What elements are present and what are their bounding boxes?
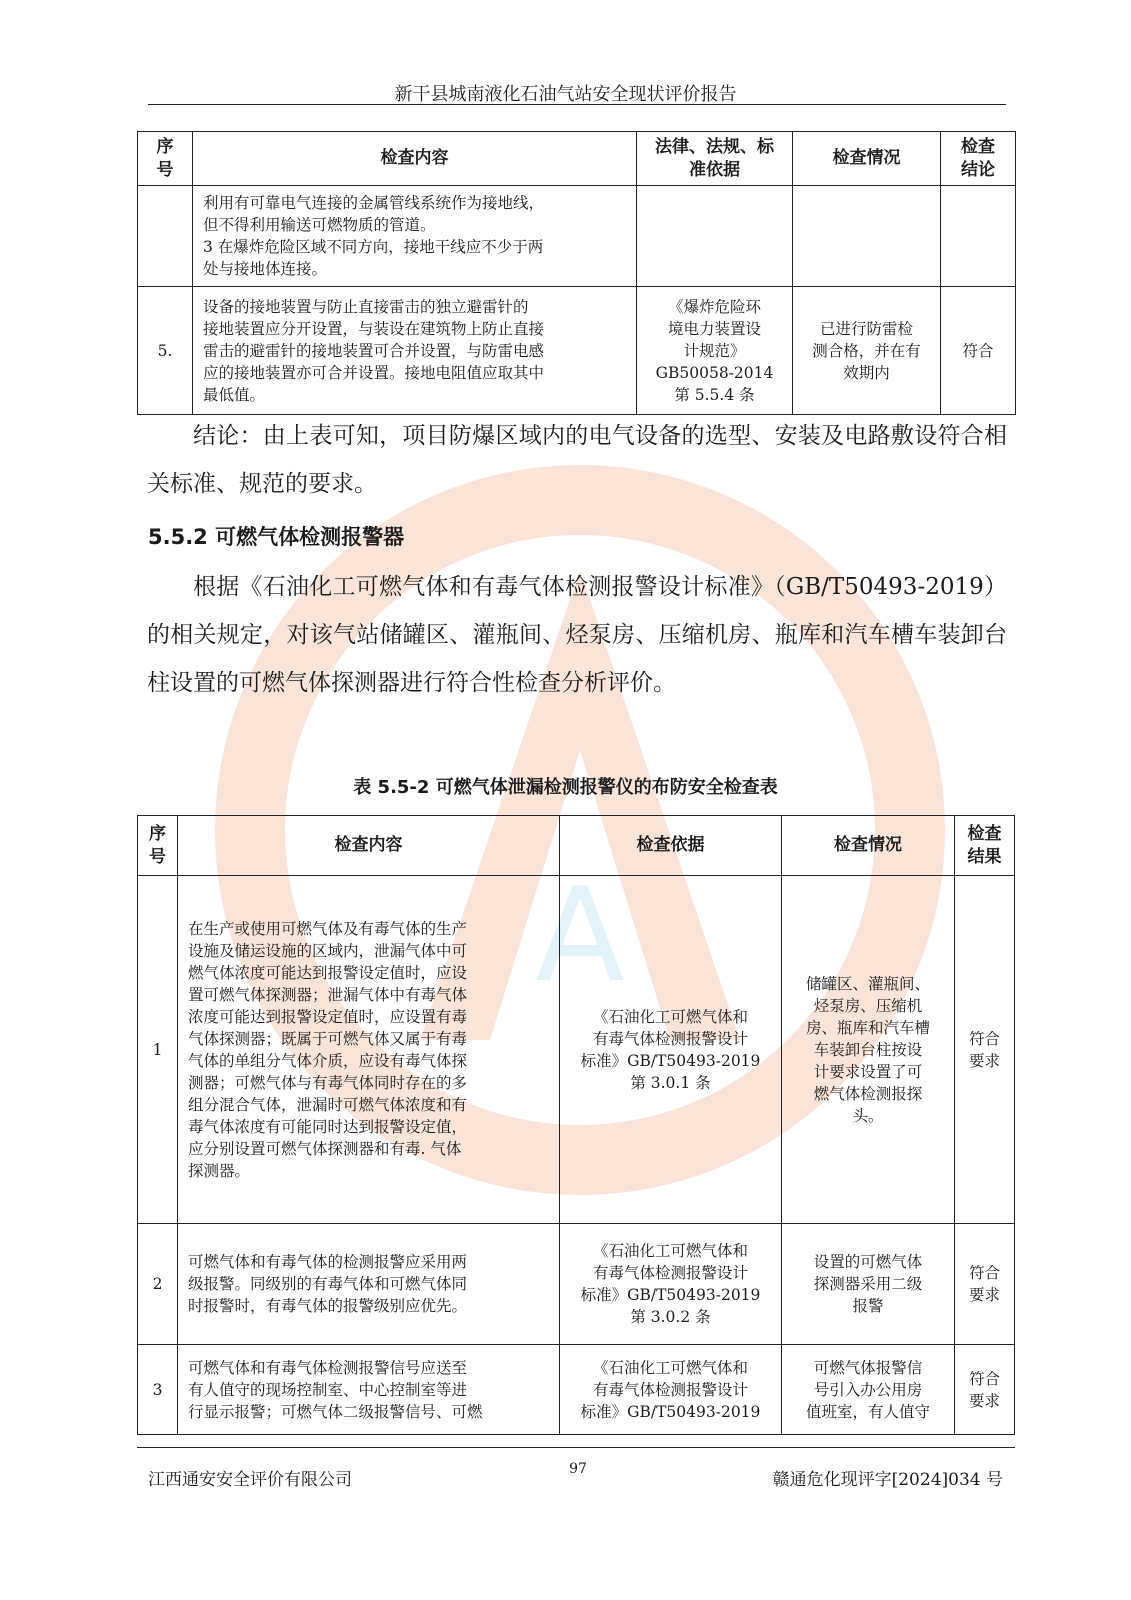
table-caption: 表 5.5-2 可燃气体泄漏检测报警仪的布防安全检查表 — [353, 777, 778, 798]
table-row — [138, 876, 1015, 1224]
col-header-no: 序 号 — [138, 816, 178, 876]
row-basis: 《石油化工可燃气体和 有毒气体检测报警设计 标准》GB/T50493-2019 — [560, 1345, 782, 1435]
footer-company: 江西通安安全评价有限公司 — [148, 1470, 352, 1490]
row-result — [941, 186, 1016, 287]
page-header-title: 新干县城南液化石油气站安全现状评价报告 — [394, 84, 737, 105]
watermark-letter-icon: A — [535, 859, 625, 1011]
col-header-content: 检查内容 — [178, 816, 560, 876]
row-status: 可燃气体报警信 号引入办公用房 值班室，有人值守 — [782, 1345, 955, 1435]
table-row — [138, 1224, 1015, 1345]
col-header-result: 检查 结果 — [955, 816, 1015, 876]
row-content: 在生产或使用可燃气体及有毒气体的生产 设施及储运设施的区域内，泄漏气体中可 燃气体浓度可能达到报警设定值时，应设 置可燃气体探测器；泄漏气体中有毒气体 浓度可能达到报警设定值时，应设置有毒 气体探测器；既属于可燃气体又属于有毒 气体的单组分气体介质，应设有毒气体探 测器；可燃气体与有毒气体同时存在的多 组分混合气体，泄漏时可燃气体浓度和有 毒气体浓度有可能同时达到报警设定值， 应分别设置可燃气体探测器和有毒. 气体 探测器。 — [178, 876, 560, 1224]
conclusion-paragraph: 结论：由上表可知，项目防爆区域内的电气设备的选型、安装及电路敷设符合相关标准、规范的要求。 — [147, 423, 1007, 497]
section-heading: 5.5.2 可燃气体检测报警器 — [148, 525, 405, 549]
electrical-check-table — [137, 131, 1016, 415]
col-header-result: 检查 结论 — [941, 132, 1016, 186]
row-result: 符合 要求 — [955, 1224, 1015, 1345]
gas-detector-check-table — [137, 815, 1015, 1435]
row-result: 符合 要求 — [955, 876, 1015, 1224]
row-content: 可燃气体和有毒气体检测报警信号应送至 有人值守的现场控制室、中心控制室等进 行显示报警；可燃气体二级报警信号、可燃 — [178, 1345, 560, 1435]
row-no: 3 — [138, 1345, 178, 1435]
row-basis: 《石油化工可燃气体和 有毒气体检测报警设计 标准》GB/T50493-2019 第 3.0.1 条 — [560, 876, 782, 1224]
row-basis: 《爆炸危险环 境电力装置设 计规范》 GB50058-2014 第 5.5.4 条 — [637, 287, 793, 415]
table-row — [138, 1345, 1015, 1435]
row-no: 1 — [138, 876, 178, 1224]
row-status: 已进行防雷检 测合格，并在有 效期内 — [793, 287, 941, 415]
col-header-status: 检查情况 — [793, 132, 941, 186]
row-result: 符合 — [941, 287, 1016, 415]
row-no: 5. — [138, 287, 193, 415]
col-header-no: 序 号 — [138, 132, 193, 186]
page-number: 97 — [569, 1461, 587, 1477]
row-status — [793, 186, 941, 287]
row-no: 2 — [138, 1224, 178, 1345]
row-content: 利用有可靠电气连接的金属管线系统作为接地线， 但不得利用输送可燃物质的管道。 3 在爆炸危险区域不同方向，接地干线应不少于两 处与接地体连接。 — [193, 186, 637, 287]
row-content: 设备的接地装置与防止直接雷击的独立避雷针的 接地装置应分开设置，与装设在建筑物上防止直接 雷击的避雷针的接地装置可合并设置，与防雷电感 应的接地装置亦可合并设置。接地电阻值应取其中 最低值。 — [193, 287, 637, 415]
table-row — [138, 186, 1016, 287]
col-header-status: 检查情况 — [782, 816, 955, 876]
table-row — [138, 287, 1016, 415]
col-header-content: 检查内容 — [193, 132, 637, 186]
footer-document-number: 赣通危化现评字[2024]034 号 — [772, 1470, 1003, 1490]
row-result: 符合 要求 — [955, 1345, 1015, 1435]
row-basis — [637, 186, 793, 287]
row-status: 储罐区、灌瓶间、 烃泵房、压缩机 房、瓶库和汽车槽 车装卸台柱按设 计要求设置了可 燃气体检测报探 头。 — [782, 876, 955, 1224]
row-content: 可燃气体和有毒气体的检测报警应采用两 级报警。同级别的有毒气体和可燃气体同 时报警时，有毒气体的报警级别应优先。 — [178, 1224, 560, 1345]
row-status: 设置的可燃气体 探测器采用二级 报警 — [782, 1224, 955, 1345]
row-no — [138, 186, 193, 287]
col-header-basis: 法律、法规、标 准依据 — [637, 132, 793, 186]
row-basis: 《石油化工可燃气体和 有毒气体检测报警设计 标准》GB/T50493-2019 第 3.0.2 条 — [560, 1224, 782, 1345]
intro-paragraph: 根据《石油化工可燃气体和有毒气体检测报警设计标准》（GB/T50493-2019）的相关规定，对该气站储罐区、灌瓶间、烃泵房、压缩机房、瓶库和汽车槽车装卸台柱设置的可燃气体探测器进行符合性检查分析评价。 — [147, 574, 1007, 696]
table-header-row — [138, 816, 1015, 876]
table-header-row — [138, 132, 1016, 186]
header-divider — [148, 104, 1006, 105]
footer-divider — [137, 1447, 1015, 1448]
col-header-basis: 检查依据 — [560, 816, 782, 876]
